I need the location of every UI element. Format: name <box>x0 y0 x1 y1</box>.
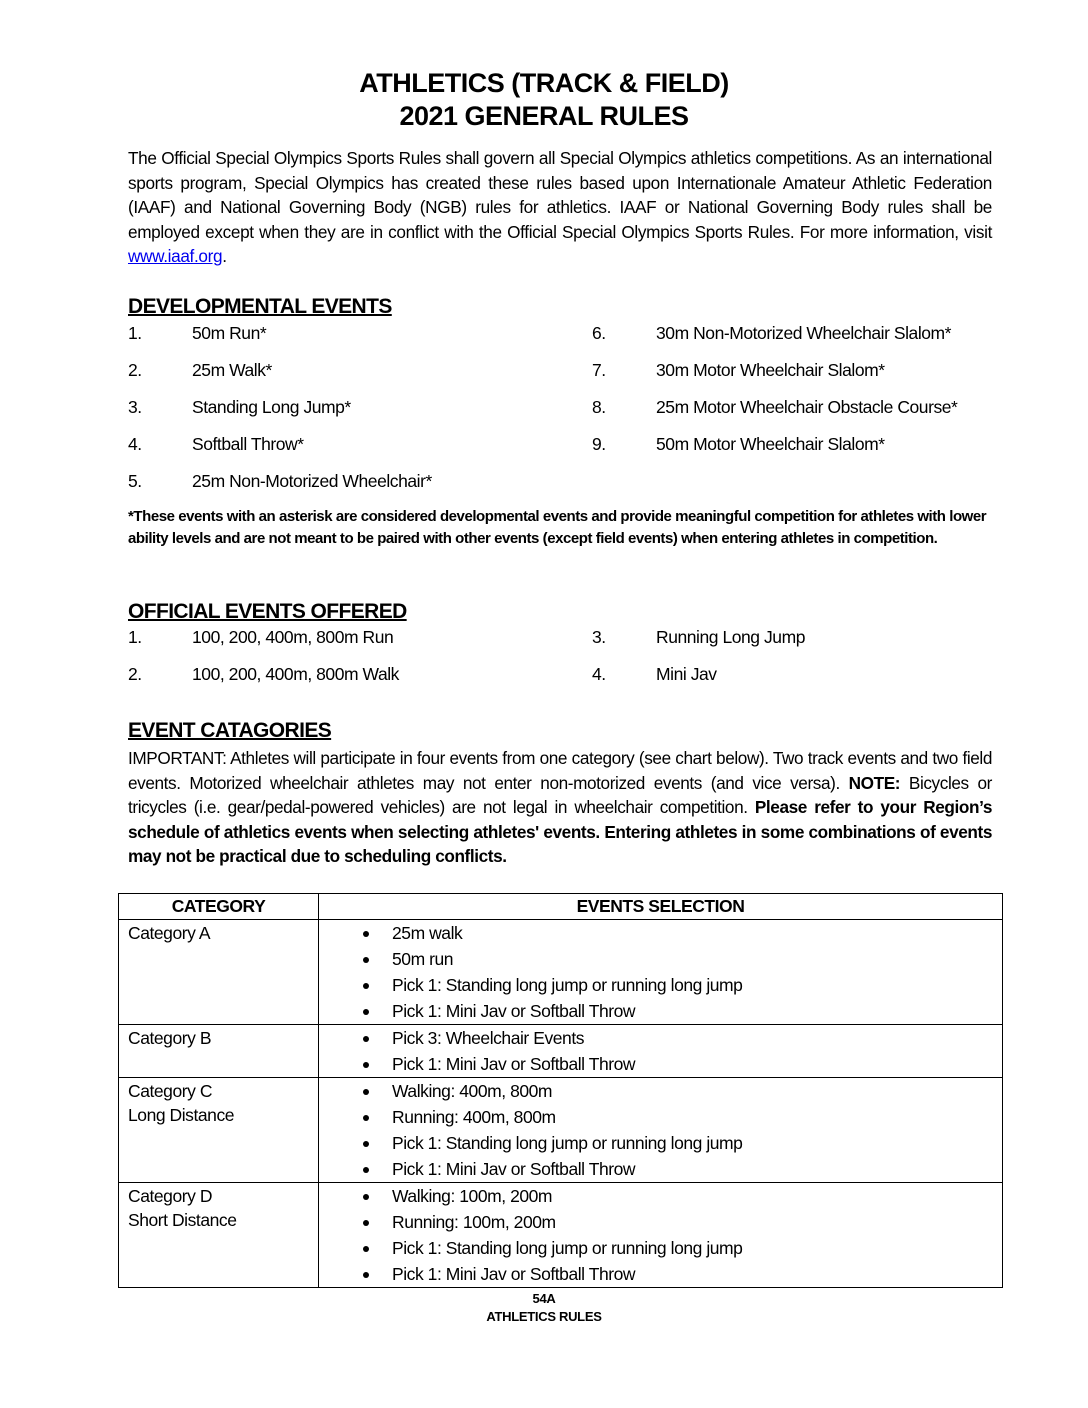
item-number: 9. <box>592 434 606 454</box>
developmental-events-heading: DEVELOPMENTAL EVENTS <box>128 295 392 318</box>
important-bold-text: Please refer to your Region’s schedule of athletics events when selecting athletes' events. Entering athletes in some combinations of events may not be practical due to scheduling conflicts. <box>128 797 992 866</box>
category-subtitle: Long Distance <box>128 1105 235 1125</box>
bullet-icon <box>363 1272 369 1278</box>
developmental-note: *These events with an asterisk are considered developmental events and provide meaningful competition for athletes with lower ability levels and are not meant to be paired with other events (except field events) when entering athletes in competition. <box>128 508 987 547</box>
bullet-icon <box>363 931 369 937</box>
bullet-icon <box>363 1062 369 1068</box>
event-bullet-item <box>319 920 1002 946</box>
item-text: 100, 200, 400m, 800m Walk <box>192 664 399 684</box>
official-events-heading: OFFICIAL EVENTS OFFERED <box>128 600 407 623</box>
event-text: Walking: 100m, 200m <box>392 1186 553 1206</box>
item-text: Standing Long Jump* <box>192 397 351 417</box>
event-text: Pick 1: Standing long jump or running long jump <box>392 1238 743 1258</box>
item-text: 100, 200, 400m, 800m Run <box>192 627 394 647</box>
important-text: Bicycles or tricycles (i.e. gear/pedal-powered vehicles) are not legal in wheelchair competition. <box>128 772 992 817</box>
event-text: Pick 1: Standing long jump or running long jump <box>392 975 743 995</box>
item-text: 25m Motor Wheelchair Obstacle Course* <box>656 397 958 417</box>
intro-text: The Official Special Olympics Sports Rules shall govern all Special Olympics athletics competitions. As an international sports program, Special Olympics has created these rules based upon Internationale Amateur Athletic Federation (IAAF) and National Governing Body (NGB) rules for athletics. IAAF or National Governing Body rules shall be employed except when they are in conflict with the Official Special Olympics Sports Rules. For more information, visit <box>128 148 992 242</box>
table-row <box>119 920 1003 1025</box>
event-text: Pick 3: Wheelchair Events <box>392 1028 585 1048</box>
bullet-icon <box>363 1167 369 1173</box>
event-bullet-item <box>319 1235 1002 1261</box>
event-bullet-item <box>319 1078 1002 1104</box>
item-text: Softball Throw* <box>192 434 304 454</box>
important-paragraph <box>128 746 992 869</box>
events-cell <box>319 1025 1003 1078</box>
category-subtitle: Short Distance <box>128 1210 237 1230</box>
iaaf-link[interactable]: www.iaaf.org <box>128 246 223 266</box>
item-number: 1. <box>128 323 142 343</box>
event-text: Walking: 400m, 800m <box>392 1081 553 1101</box>
events-cell <box>319 920 1003 1025</box>
bullet-icon <box>363 1141 369 1147</box>
item-number: 2. <box>128 664 142 684</box>
document-subtitle: 2021 GENERAL RULES <box>399 101 689 131</box>
item-text: Running Long Jump <box>656 627 805 647</box>
category-cell <box>119 920 319 1025</box>
important-text: IMPORTANT: Athletes will participate in four events from one category (see chart below). Two track events and two field events. Motorized wheelchair athletes may not enter non-motorized events (and vice versa). <box>128 748 992 793</box>
event-categories-heading: EVENT CATAGORIES <box>128 719 332 742</box>
item-text: Mini Jav <box>656 664 717 684</box>
event-bullet-item <box>319 1025 1002 1051</box>
item-number: 4. <box>128 434 142 454</box>
column-header-category: CATEGORY <box>119 894 319 920</box>
event-text: Running: 400m, 800m <box>392 1107 556 1127</box>
bullet-icon <box>363 1220 369 1226</box>
item-number: 7. <box>592 360 606 380</box>
events-cell <box>319 1078 1003 1183</box>
category-name: Category B <box>128 1028 212 1048</box>
page-number: 54A <box>532 1291 556 1306</box>
item-text: 50m Run* <box>192 323 267 343</box>
category-name: Category C <box>128 1081 213 1101</box>
event-bullet-item <box>319 998 1002 1024</box>
bullet-icon <box>363 1246 369 1252</box>
item-number: 1. <box>128 627 142 647</box>
column-header-events: EVENTS SELECTION <box>319 894 1003 920</box>
bullet-icon <box>363 957 369 963</box>
category-cell <box>119 1078 319 1183</box>
category-name: Category A <box>128 923 211 943</box>
event-bullet-item <box>319 1183 1002 1209</box>
table-header-row <box>119 894 1003 920</box>
item-number: 4. <box>592 664 606 684</box>
category-cell <box>119 1025 319 1078</box>
item-text: 30m Motor Wheelchair Slalom* <box>656 360 885 380</box>
event-bullet-item <box>319 946 1002 972</box>
event-text: Pick 1: Standing long jump or running long jump <box>392 1133 743 1153</box>
category-name: Category D <box>128 1186 213 1206</box>
event-text: Pick 1: Mini Jav or Softball Throw <box>392 1054 636 1074</box>
item-text: 30m Non-Motorized Wheelchair Slalom* <box>656 323 952 343</box>
note-label: NOTE: <box>848 772 901 793</box>
item-text: 50m Motor Wheelchair Slalom* <box>656 434 885 454</box>
item-number: 5. <box>128 471 142 491</box>
event-bullet-item <box>319 1261 1002 1287</box>
event-text: 50m run <box>392 949 454 969</box>
event-text: Pick 1: Mini Jav or Softball Throw <box>392 1001 636 1021</box>
footer-label: ATHLETICS RULES <box>486 1309 602 1324</box>
table-body <box>119 920 1003 1288</box>
event-bullet-item <box>319 1209 1002 1235</box>
item-text: 25m Walk* <box>192 360 272 380</box>
bullet-icon <box>363 1089 369 1095</box>
intro-paragraph <box>128 146 992 269</box>
bullet-icon <box>363 983 369 989</box>
event-text: Pick 1: Mini Jav or Softball Throw <box>392 1159 636 1179</box>
bullet-icon <box>363 1009 369 1015</box>
bullet-icon <box>363 1036 369 1042</box>
item-text: 25m Non-Motorized Wheelchair* <box>192 471 432 491</box>
bullet-icon <box>363 1194 369 1200</box>
item-number: 8. <box>592 397 606 417</box>
item-number: 3. <box>592 627 606 647</box>
table-row <box>119 1078 1003 1183</box>
intro-end: . <box>222 246 227 266</box>
bullet-icon <box>363 1115 369 1121</box>
event-text: 25m walk <box>392 923 463 943</box>
categories-table <box>118 893 1003 1288</box>
table-row <box>119 1025 1003 1078</box>
table-row <box>119 1183 1003 1288</box>
event-text: Running: 100m, 200m <box>392 1212 556 1232</box>
event-text: Pick 1: Mini Jav or Softball Throw <box>392 1264 636 1284</box>
document-title: ATHLETICS (TRACK & FIELD) <box>359 68 729 98</box>
item-number: 2. <box>128 360 142 380</box>
event-bullet-item <box>319 1104 1002 1130</box>
item-number: 6. <box>592 323 606 343</box>
item-number: 3. <box>128 397 142 417</box>
event-bullet-item <box>319 1156 1002 1182</box>
event-bullet-item <box>319 1051 1002 1077</box>
category-cell <box>119 1183 319 1288</box>
events-cell <box>319 1183 1003 1288</box>
event-bullet-item <box>319 1130 1002 1156</box>
event-bullet-item <box>319 972 1002 998</box>
